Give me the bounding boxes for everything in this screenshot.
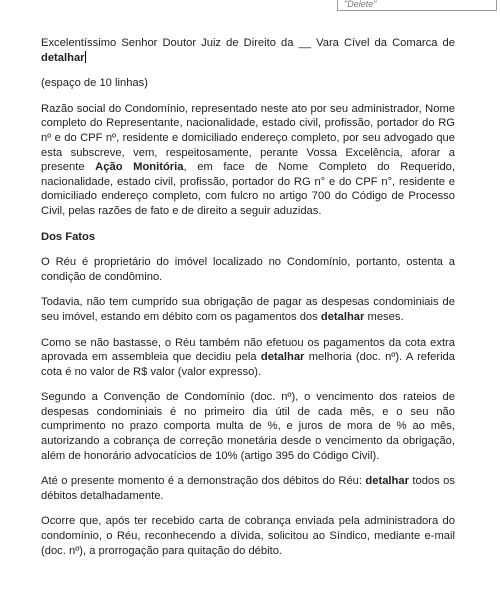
delete-placeholder-box[interactable]: "Delete": [337, 0, 497, 11]
header-text: Excelentíssimo Senhor Doutor Juiz de Direito da __ Vara Cível da Comarca de: [41, 37, 455, 49]
intro-paragraph: [41, 102, 455, 219]
paragraph-3: [41, 336, 455, 380]
p2-bold: detalhar: [320, 310, 365, 323]
document-body: [41, 36, 455, 569]
p5-bold: detalhar: [365, 475, 409, 488]
p3-text-b: melhoria (doc. nº). A referida cota é no valor de R$ valor (valor expresso).: [41, 351, 455, 378]
p5-text-b: todos os débitos detalhadamente.: [41, 475, 455, 502]
intro-text-1: Razão social do Condomínio, representado neste ato por seu administrador, Nome completo do Representante, nacionalidade, estado civil, profissão, portador do RG nº e do CPF nº, residente e domiciliado endereço completo, por seu advogado que esta subscreve, vem, respeitosamente, perante Vossa Excelência, aforar a presente: [41, 102, 455, 174]
p5-text-a: Até o presente momento é a demonstração dos débitos do Réu:: [41, 475, 366, 488]
p2-text-b: meses.: [364, 310, 404, 323]
paragraph-1: O Réu é proprietário do imóvel localizado no Condomínio, portanto, ostenta a condição de condômino.: [41, 256, 455, 283]
intro-bold: Ação Monitória: [95, 161, 184, 174]
p3-text-a: Como se não bastasse, o Réu também não efetuou os pagamentos da cota extra aprovada em assembleia que decidiu pela: [41, 336, 455, 364]
p3-bold: detalhar: [260, 351, 305, 364]
paragraph-6: Ocorre que, após ter recebido carta de cobrança enviada pela administradora do condomínio, o Réu, reconhecendo a dívida, solicitou ao Síndico, mediante e-mail (doc. nº), a prorrogação para quitação do débito.: [41, 515, 455, 557]
header-bold: detalhar: [41, 51, 85, 64]
p2-text-a: Todavia, não tem cumprido sua obrigação de pagar as despesas condominiais de seu imóvel, estando em débito com os pagamentos dos: [41, 296, 455, 323]
section-title: Dos Fatos: [41, 230, 96, 243]
paragraph-2: [41, 295, 455, 324]
intro-text-2: , em face de Nome Completo do Requerido, nacionalidade, estado civil, profissão, portador do RG n° e do CPF n°, residente e domiciliado endereço completo, com fulcro no artigo 700 do Código de Processo Civil, pelas razões de fato e de direito a seguir aduzidas.: [41, 161, 455, 217]
paragraph-4: Segundo a Convenção de Condomínio (doc. nº), o vencimento dos rateios de despesas condominiais é no primeiro dia útil de cada mês, e o seu não cumprimento no prazo comporta multa de %, e juros de mora de % ao mês, autorizando a cobrança de correção monetária desde o vencimento da obrigação, além de honorário advocatícios de 10% (artigo 395 do Código Civil).: [41, 391, 455, 462]
paragraph-5: [41, 474, 455, 503]
header-paragraph: [41, 36, 455, 65]
spacing-note: (espaço de 10 linhas): [41, 77, 148, 90]
text-cursor: [85, 51, 86, 63]
